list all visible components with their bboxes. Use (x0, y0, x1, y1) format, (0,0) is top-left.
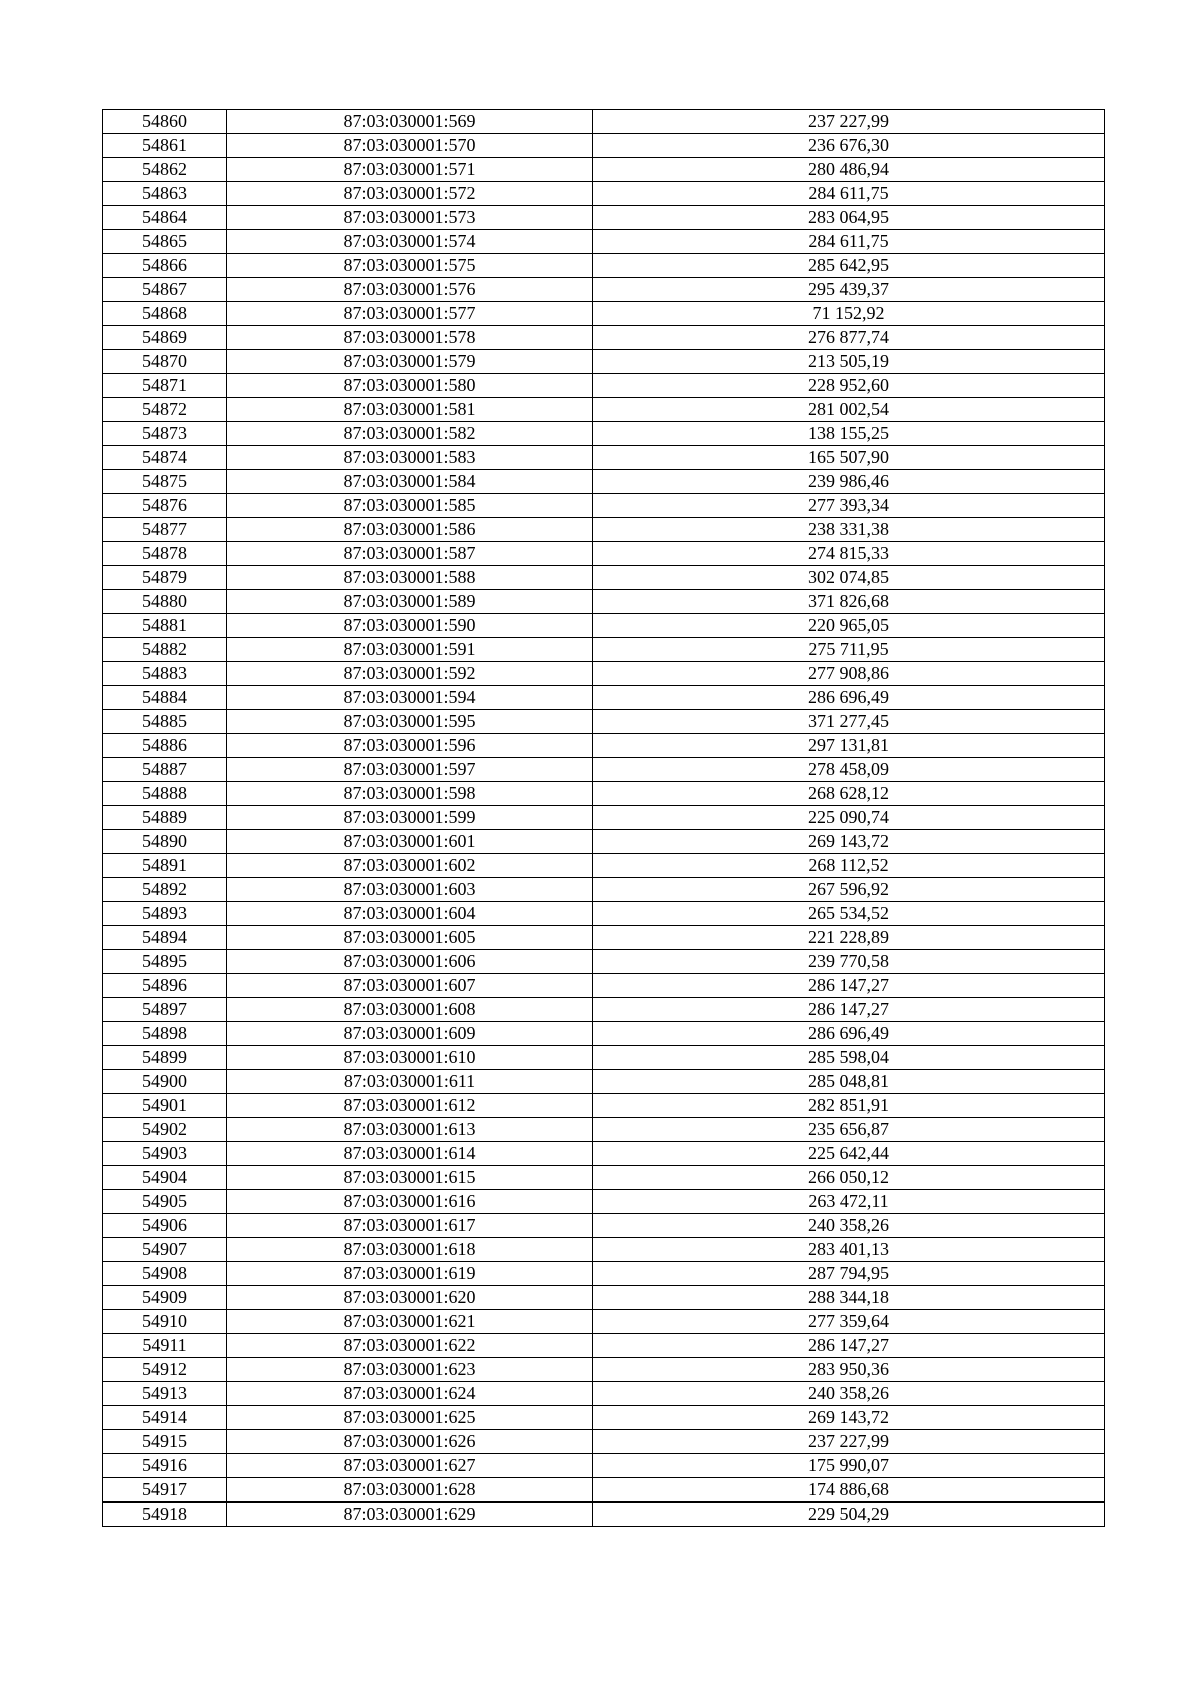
row-number-cell: 54860 (103, 110, 227, 134)
table-row (103, 734, 1105, 758)
row-number-cell: 54889 (103, 806, 227, 830)
row-number-cell: 54863 (103, 182, 227, 206)
value-cell: 276 877,74 (593, 326, 1105, 350)
cadastral-number-cell: 87:03:030001:574 (227, 230, 593, 254)
row-number-cell: 54869 (103, 326, 227, 350)
value-cell: 283 064,95 (593, 206, 1105, 230)
value-cell: 174 886,68 (593, 1478, 1105, 1503)
table-row (103, 998, 1105, 1022)
cadastral-number-cell: 87:03:030001:582 (227, 422, 593, 446)
cadastral-number-cell: 87:03:030001:583 (227, 446, 593, 470)
row-number-cell: 54871 (103, 374, 227, 398)
row-number-cell: 54864 (103, 206, 227, 230)
cadastral-number-cell: 87:03:030001:627 (227, 1454, 593, 1478)
cadastral-number-cell: 87:03:030001:607 (227, 974, 593, 998)
value-cell: 165 507,90 (593, 446, 1105, 470)
table-row (103, 374, 1105, 398)
row-number-cell: 54899 (103, 1046, 227, 1070)
value-cell: 263 472,11 (593, 1190, 1105, 1214)
row-number-cell: 54898 (103, 1022, 227, 1046)
table-row (103, 326, 1105, 350)
table-row (103, 1238, 1105, 1262)
row-number-cell: 54884 (103, 686, 227, 710)
row-number-cell: 54866 (103, 254, 227, 278)
row-number-cell: 54879 (103, 566, 227, 590)
row-number-cell: 54912 (103, 1358, 227, 1382)
table-row (103, 206, 1105, 230)
row-number-cell: 54885 (103, 710, 227, 734)
value-cell: 240 358,26 (593, 1214, 1105, 1238)
row-number-cell: 54880 (103, 590, 227, 614)
table-row (103, 710, 1105, 734)
table-row (103, 182, 1105, 206)
table-row (103, 1310, 1105, 1334)
value-cell: 278 458,09 (593, 758, 1105, 782)
table-row (103, 1262, 1105, 1286)
table-row (103, 614, 1105, 638)
cadastral-number-cell: 87:03:030001:598 (227, 782, 593, 806)
cadastral-number-cell: 87:03:030001:624 (227, 1382, 593, 1406)
value-cell: 285 642,95 (593, 254, 1105, 278)
table-row (103, 590, 1105, 614)
value-cell: 283 950,36 (593, 1358, 1105, 1382)
cadastral-number-cell: 87:03:030001:611 (227, 1070, 593, 1094)
cadastral-number-cell: 87:03:030001:571 (227, 158, 593, 182)
row-number-cell: 54865 (103, 230, 227, 254)
table-row (103, 278, 1105, 302)
row-number-cell: 54907 (103, 1238, 227, 1262)
value-cell: 240 358,26 (593, 1382, 1105, 1406)
value-cell: 238 331,38 (593, 518, 1105, 542)
value-cell: 286 147,27 (593, 974, 1105, 998)
value-cell: 371 277,45 (593, 710, 1105, 734)
row-number-cell: 54906 (103, 1214, 227, 1238)
table-row (103, 758, 1105, 782)
row-number-cell: 54896 (103, 974, 227, 998)
table-row (103, 830, 1105, 854)
table-body (103, 110, 1105, 1527)
row-number-cell: 54914 (103, 1406, 227, 1430)
row-number-cell: 54878 (103, 542, 227, 566)
value-cell: 269 143,72 (593, 830, 1105, 854)
row-number-cell: 54910 (103, 1310, 227, 1334)
value-cell: 221 228,89 (593, 926, 1105, 950)
value-cell: 280 486,94 (593, 158, 1105, 182)
table-row (103, 254, 1105, 278)
cadastral-number-cell: 87:03:030001:628 (227, 1478, 593, 1503)
cadastral-number-cell: 87:03:030001:620 (227, 1286, 593, 1310)
table-row (103, 1046, 1105, 1070)
cadastral-number-cell: 87:03:030001:594 (227, 686, 593, 710)
row-number-cell: 54870 (103, 350, 227, 374)
row-number-cell: 54911 (103, 1334, 227, 1358)
table-row (103, 1142, 1105, 1166)
cadastral-number-cell: 87:03:030001:629 (227, 1502, 593, 1527)
cadastral-number-cell: 87:03:030001:584 (227, 470, 593, 494)
value-cell: 297 131,81 (593, 734, 1105, 758)
table-row (103, 1334, 1105, 1358)
cadastral-number-cell: 87:03:030001:610 (227, 1046, 593, 1070)
table-row (103, 686, 1105, 710)
value-cell: 284 611,75 (593, 182, 1105, 206)
cadastral-number-cell: 87:03:030001:587 (227, 542, 593, 566)
row-number-cell: 54900 (103, 1070, 227, 1094)
table-row (103, 110, 1105, 134)
table-row (103, 1358, 1105, 1382)
value-cell: 266 050,12 (593, 1166, 1105, 1190)
row-number-cell: 54892 (103, 878, 227, 902)
value-cell: 268 112,52 (593, 854, 1105, 878)
table-row (103, 1478, 1105, 1503)
table-row (103, 662, 1105, 686)
cadastral-number-cell: 87:03:030001:601 (227, 830, 593, 854)
table-row (103, 1214, 1105, 1238)
value-cell: 285 048,81 (593, 1070, 1105, 1094)
cadastral-number-cell: 87:03:030001:613 (227, 1118, 593, 1142)
cadastral-number-cell: 87:03:030001:615 (227, 1166, 593, 1190)
table-row (103, 806, 1105, 830)
value-cell: 213 505,19 (593, 350, 1105, 374)
row-number-cell: 54876 (103, 494, 227, 518)
value-cell: 220 965,05 (593, 614, 1105, 638)
cadastral-number-cell: 87:03:030001:573 (227, 206, 593, 230)
cadastral-number-cell: 87:03:030001:586 (227, 518, 593, 542)
value-cell: 268 628,12 (593, 782, 1105, 806)
cadastral-number-cell: 87:03:030001:575 (227, 254, 593, 278)
value-cell: 237 227,99 (593, 110, 1105, 134)
row-number-cell: 54888 (103, 782, 227, 806)
table-row (103, 230, 1105, 254)
cadastral-number-cell: 87:03:030001:608 (227, 998, 593, 1022)
row-number-cell: 54913 (103, 1382, 227, 1406)
row-number-cell: 54867 (103, 278, 227, 302)
value-cell: 286 147,27 (593, 998, 1105, 1022)
value-cell: 239 770,58 (593, 950, 1105, 974)
cadastral-number-cell: 87:03:030001:605 (227, 926, 593, 950)
value-cell: 71 152,92 (593, 302, 1105, 326)
cadastral-number-cell: 87:03:030001:602 (227, 854, 593, 878)
value-cell: 274 815,33 (593, 542, 1105, 566)
table-row (103, 158, 1105, 182)
row-number-cell: 54893 (103, 902, 227, 926)
value-cell: 287 794,95 (593, 1262, 1105, 1286)
cadastral-number-cell: 87:03:030001:576 (227, 278, 593, 302)
value-cell: 267 596,92 (593, 878, 1105, 902)
row-number-cell: 54862 (103, 158, 227, 182)
cadastral-number-cell: 87:03:030001:626 (227, 1430, 593, 1454)
cadastral-number-cell: 87:03:030001:612 (227, 1094, 593, 1118)
row-number-cell: 54886 (103, 734, 227, 758)
table-row (103, 1406, 1105, 1430)
table-row (103, 1094, 1105, 1118)
table-row (103, 638, 1105, 662)
row-number-cell: 54883 (103, 662, 227, 686)
cadastral-number-cell: 87:03:030001:596 (227, 734, 593, 758)
table-row (103, 1166, 1105, 1190)
table-row (103, 494, 1105, 518)
value-cell: 237 227,99 (593, 1430, 1105, 1454)
table-row (103, 398, 1105, 422)
row-number-cell: 54872 (103, 398, 227, 422)
cadastral-number-cell: 87:03:030001:591 (227, 638, 593, 662)
cadastral-number-cell: 87:03:030001:572 (227, 182, 593, 206)
table-row (103, 470, 1105, 494)
row-number-cell: 54890 (103, 830, 227, 854)
cadastral-number-cell: 87:03:030001:585 (227, 494, 593, 518)
cadastral-number-cell: 87:03:030001:570 (227, 134, 593, 158)
table-row (103, 350, 1105, 374)
cadastral-number-cell: 87:03:030001:603 (227, 878, 593, 902)
value-cell: 286 696,49 (593, 1022, 1105, 1046)
cadastral-number-cell: 87:03:030001:614 (227, 1142, 593, 1166)
value-cell: 286 696,49 (593, 686, 1105, 710)
row-number-cell: 54904 (103, 1166, 227, 1190)
row-number-cell: 54917 (103, 1478, 227, 1503)
table-row (103, 1382, 1105, 1406)
table-row (103, 1454, 1105, 1478)
cadastral-number-cell: 87:03:030001:597 (227, 758, 593, 782)
table-row (103, 302, 1105, 326)
row-number-cell: 54875 (103, 470, 227, 494)
cadastral-number-cell: 87:03:030001:625 (227, 1406, 593, 1430)
row-number-cell: 54909 (103, 1286, 227, 1310)
table-row (103, 1430, 1105, 1454)
table-row (103, 446, 1105, 470)
value-cell: 302 074,85 (593, 566, 1105, 590)
cadastral-number-cell: 87:03:030001:604 (227, 902, 593, 926)
table-row (103, 926, 1105, 950)
table-row (103, 1022, 1105, 1046)
cadastral-number-cell: 87:03:030001:606 (227, 950, 593, 974)
row-number-cell: 54868 (103, 302, 227, 326)
row-number-cell: 54918 (103, 1502, 227, 1527)
row-number-cell: 54874 (103, 446, 227, 470)
value-cell: 277 908,86 (593, 662, 1105, 686)
table-row (103, 854, 1105, 878)
table-row (103, 566, 1105, 590)
table-row (103, 1502, 1105, 1527)
row-number-cell: 54901 (103, 1094, 227, 1118)
cadastral-number-cell: 87:03:030001:616 (227, 1190, 593, 1214)
row-number-cell: 54877 (103, 518, 227, 542)
cadastral-number-cell: 87:03:030001:588 (227, 566, 593, 590)
cadastral-number-cell: 87:03:030001:569 (227, 110, 593, 134)
value-cell: 288 344,18 (593, 1286, 1105, 1310)
value-cell: 283 401,13 (593, 1238, 1105, 1262)
value-cell: 265 534,52 (593, 902, 1105, 926)
cadastral-number-cell: 87:03:030001:580 (227, 374, 593, 398)
value-cell: 228 952,60 (593, 374, 1105, 398)
row-number-cell: 54905 (103, 1190, 227, 1214)
cadastral-number-cell: 87:03:030001:578 (227, 326, 593, 350)
table-row (103, 878, 1105, 902)
cadastral-number-cell: 87:03:030001:577 (227, 302, 593, 326)
value-cell: 285 598,04 (593, 1046, 1105, 1070)
row-number-cell: 54894 (103, 926, 227, 950)
row-number-cell: 54882 (103, 638, 227, 662)
row-number-cell: 54902 (103, 1118, 227, 1142)
cadastral-value-table (102, 109, 1105, 1527)
row-number-cell: 54897 (103, 998, 227, 1022)
row-number-cell: 54895 (103, 950, 227, 974)
table-row (103, 950, 1105, 974)
value-cell: 235 656,87 (593, 1118, 1105, 1142)
cadastral-number-cell: 87:03:030001:590 (227, 614, 593, 638)
cadastral-number-cell: 87:03:030001:579 (227, 350, 593, 374)
table-row (103, 1190, 1105, 1214)
row-number-cell: 54891 (103, 854, 227, 878)
table-row (103, 1070, 1105, 1094)
value-cell: 284 611,75 (593, 230, 1105, 254)
value-cell: 275 711,95 (593, 638, 1105, 662)
table-row (103, 782, 1105, 806)
cadastral-number-cell: 87:03:030001:621 (227, 1310, 593, 1334)
value-cell: 269 143,72 (593, 1406, 1105, 1430)
table-row (103, 542, 1105, 566)
cadastral-number-cell: 87:03:030001:581 (227, 398, 593, 422)
value-cell: 138 155,25 (593, 422, 1105, 446)
value-cell: 229 504,29 (593, 1502, 1105, 1527)
value-cell: 175 990,07 (593, 1454, 1105, 1478)
value-cell: 277 393,34 (593, 494, 1105, 518)
cadastral-number-cell: 87:03:030001:617 (227, 1214, 593, 1238)
row-number-cell: 54908 (103, 1262, 227, 1286)
value-cell: 277 359,64 (593, 1310, 1105, 1334)
value-cell: 295 439,37 (593, 278, 1105, 302)
table-row (103, 134, 1105, 158)
row-number-cell: 54873 (103, 422, 227, 446)
row-number-cell: 54916 (103, 1454, 227, 1478)
row-number-cell: 54915 (103, 1430, 227, 1454)
value-cell: 282 851,91 (593, 1094, 1105, 1118)
cadastral-number-cell: 87:03:030001:619 (227, 1262, 593, 1286)
cadastral-number-cell: 87:03:030001:622 (227, 1334, 593, 1358)
row-number-cell: 54881 (103, 614, 227, 638)
value-cell: 286 147,27 (593, 1334, 1105, 1358)
table-row (103, 1118, 1105, 1142)
cadastral-number-cell: 87:03:030001:623 (227, 1358, 593, 1382)
value-cell: 225 642,44 (593, 1142, 1105, 1166)
cadastral-number-cell: 87:03:030001:618 (227, 1238, 593, 1262)
table-row (103, 518, 1105, 542)
cadastral-number-cell: 87:03:030001:599 (227, 806, 593, 830)
row-number-cell: 54903 (103, 1142, 227, 1166)
row-number-cell: 54861 (103, 134, 227, 158)
table-row (103, 422, 1105, 446)
value-cell: 236 676,30 (593, 134, 1105, 158)
value-cell: 239 986,46 (593, 470, 1105, 494)
table-row (103, 974, 1105, 998)
cadastral-number-cell: 87:03:030001:595 (227, 710, 593, 734)
value-cell: 281 002,54 (593, 398, 1105, 422)
row-number-cell: 54887 (103, 758, 227, 782)
value-cell: 371 826,68 (593, 590, 1105, 614)
cadastral-number-cell: 87:03:030001:589 (227, 590, 593, 614)
table-row (103, 1286, 1105, 1310)
cadastral-number-cell: 87:03:030001:592 (227, 662, 593, 686)
table-row (103, 902, 1105, 926)
cadastral-number-cell: 87:03:030001:609 (227, 1022, 593, 1046)
value-cell: 225 090,74 (593, 806, 1105, 830)
